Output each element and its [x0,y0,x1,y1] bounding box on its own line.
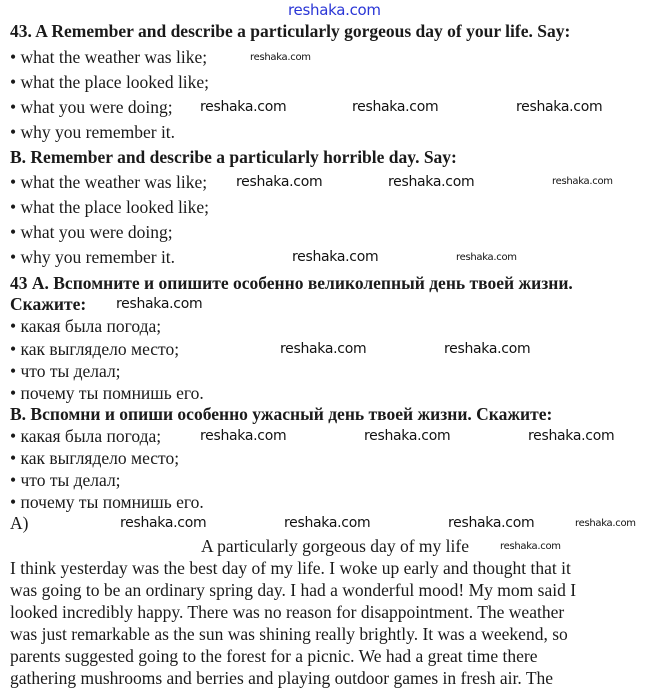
watermark-top: reshaka.com [288,1,381,19]
bullet-item: • какая была погода; [10,316,162,336]
answer-line: parents suggested going to the forest for a picnic. We had a great time there [10,646,538,666]
bullet-item: • как выглядело место; [10,339,180,359]
bullet-item: • что ты делал; [10,361,121,381]
bullet-item: • почему ты помнишь его. [10,383,204,403]
watermark: reshaka.com [448,515,535,531]
bullet-item: • what the place looked like; [10,197,210,217]
exercise-ru-a-heading: 43 А. Вспомните и опишите особенно великолепный день твоей жизни. [10,273,573,293]
watermark: reshaka.com [284,515,371,531]
answer-line: I think yesterday was the best day of my life. I woke up early and thought that it [10,558,571,578]
bullet-item: • why you remember it. [10,122,176,142]
watermark: reshaka.com [292,249,379,265]
answer-line: looked incredibly happy. There was no reason for disappointment. The weather [10,602,565,622]
answer-title: A particularly gorgeous day of my life [201,536,469,556]
bullet-item: • почему ты помнишь его. [10,492,204,512]
watermark: reshaka.com [516,99,603,115]
bullet-item: • what you were doing; [10,97,173,117]
watermark: reshaka.com [388,174,475,190]
answer-line: gathering mushrooms and berries and playing outdoor games in fresh air. The [10,668,554,688]
watermark: reshaka.com [444,341,531,357]
watermark: reshaka.com [500,541,561,552]
bullet-item: • what the weather was like; [10,47,208,67]
watermark: reshaka.com [250,52,311,63]
watermark: reshaka.com [120,515,207,531]
watermark: reshaka.com [236,174,323,190]
watermark: reshaka.com [456,252,517,263]
exercise-ru-b-heading: В. Вспомни и опиши особенно ужасный день твоей жизни. Скажите: [10,404,553,424]
answer-line: was just remarkable as the sun was shining really brightly. It was a weekend, so [10,624,568,644]
bullet-item: • what you were doing; [10,222,173,242]
watermark: reshaka.com [575,518,636,529]
exercise-a-heading: 43. A Remember and describe a particularly gorgeous day of your life. Say: [10,21,571,41]
exercise-b-heading: B. Remember and describe a particularly horrible day. Say: [10,147,457,167]
bullet-item: • что ты делал; [10,470,121,490]
answer-line: was going to be an ordinary spring day. I had a wonderful mood! My mom said I [10,580,577,600]
watermark: reshaka.com [352,99,439,115]
watermark: reshaka.com [200,99,287,115]
answer-label: A) [10,513,29,533]
bullet-item: • what the place looked like; [10,72,210,92]
watermark: reshaka.com [364,428,451,444]
watermark: reshaka.com [116,296,203,312]
watermark: reshaka.com [200,428,287,444]
bullet-item: • why you remember it. [10,247,176,267]
bullet-item: • как выглядело место; [10,448,180,468]
watermark: reshaka.com [552,176,613,187]
bullet-item: • what the weather was like; [10,172,208,192]
watermark: reshaka.com [280,341,367,357]
exercise-ru-a-heading-2: Скажите: [10,294,87,314]
bullet-item: • какая была погода; [10,426,162,446]
watermark: reshaka.com [528,428,615,444]
